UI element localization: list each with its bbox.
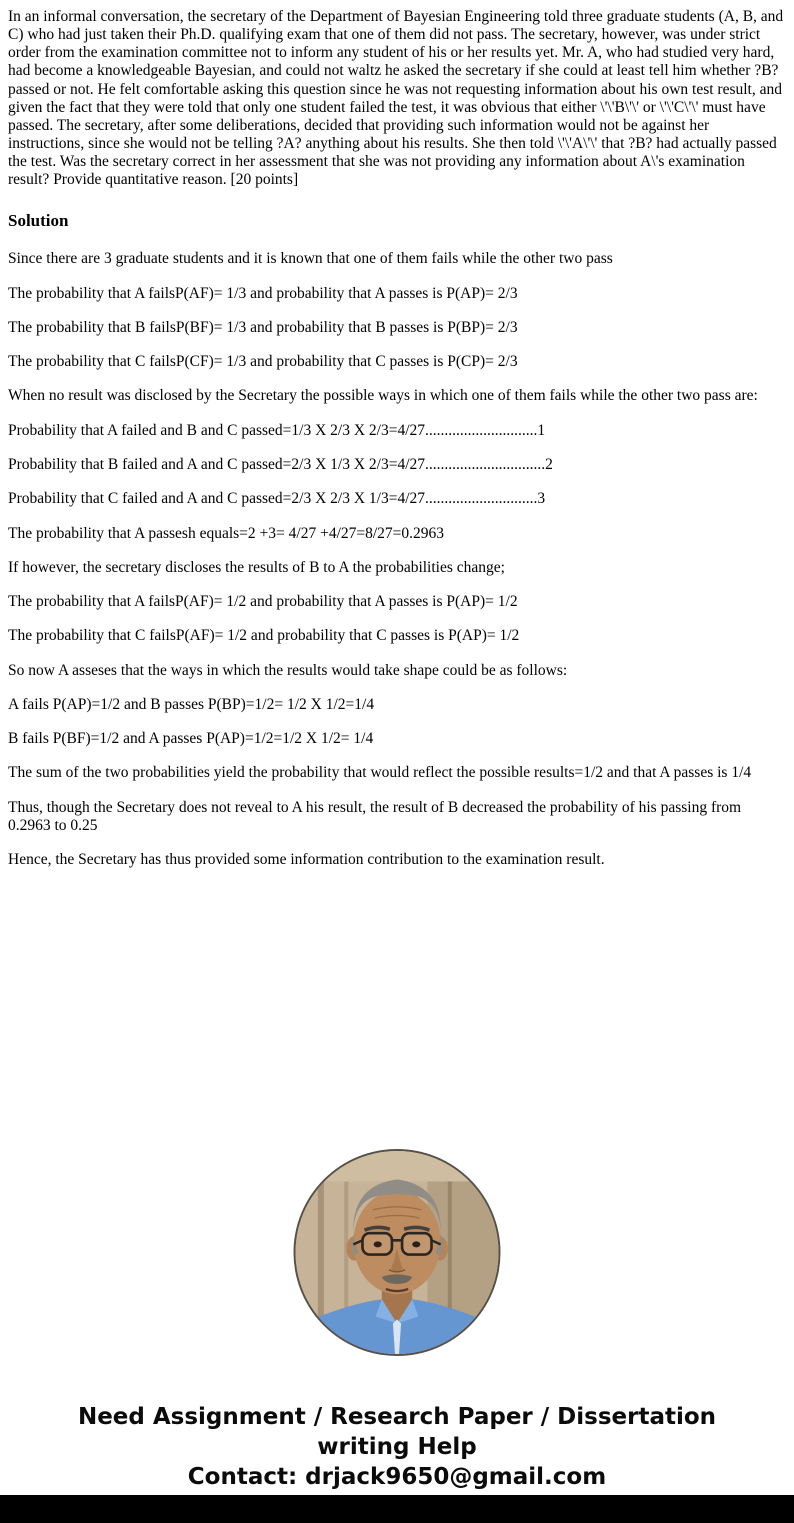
solution-paragraph: Probability that A failed and B and C passed=1/3 X 2/3 X 2/3=4/27.............................1 [8,421,546,439]
avatar-illustration [296,1151,499,1354]
solution-paragraph: Thus, though the Secretary does not reveal to A his result, the result of B decreased the probability of his passing from 0.2963 to 0.25 [8,798,742,835]
solution-paragraph: Hence, the Secretary has thus provided some information contribution to the examination result. [8,851,605,869]
solution-paragraph: Since there are 3 graduate students and it is known that one of them fails while the other two pass [8,250,613,268]
solution-paragraph: The probability that A failsP(AF)= 1/2 and probability that A passes is P(AP)= 1/2 [8,593,518,611]
solution-paragraph: Probability that C failed and A and C passed=2/3 X 2/3 X 1/3=4/27.............................3 [8,490,546,508]
solution-paragraph: B fails P(BF)=1/2 and A passes P(AP)=1/2=1/2 X 1/2= 1/4 [8,730,374,748]
solution-paragraph: A fails P(AP)=1/2 and B passes P(BP)=1/2= 1/2 X 1/2=1/4 [8,695,375,713]
contact-email-text: Contact: drjack9650@gmail.com [187,1464,607,1490]
footer-contact-block [0,1402,794,1492]
bottom-black-bar [0,1495,794,1523]
solution-paragraph: So now A asseses that the ways in which the results would take shape could be as follows: [8,661,568,679]
solution-paragraph: The probability that B failsP(BF)= 1/3 and probability that B passes is P(BP)= 2/3 [8,318,518,336]
help-text: Need Assignment / Research Paper / Dissertation writing Help [77,1404,717,1460]
solution-paragraph: The probability that A passesh equals=2 +3= 4/27 +4/27=8/27=0.2963 [8,524,445,542]
solution-paragraph: If however, the secretary discloses the results of B to A the probabilities change; [8,558,505,576]
avatar [296,1151,499,1354]
solution-paragraph: The probability that C failsP(CF)= 1/3 and probability that C passes is P(CP)= 2/3 [8,353,518,371]
solution-paragraph: The probability that A failsP(AF)= 1/3 and probability that A passes is P(AP)= 2/3 [8,284,518,302]
solution-paragraph: The probability that C failsP(AF)= 1/2 and probability that C passes is P(AP)= 1/2 [8,627,520,645]
question-paragraph: In an informal conversation, the secretary of the Department of Bayesian Engineering told three graduate students (A, B, and C) who had just taken their Ph.D. qualifying exam that one of them did not pass. The secretary, however, was under strict order from the examination committee not to inform any student of his or her results yet. Mr. A, who had studied very hard, had become a knowledgeable Bayesian, and could not waltz he asked the secretary if she could at least tell him whether ?B? passed or not. He felt comfortable asking this question since he was not requesting information about his own test result, and given the fact that they were told that only one student failed the test, it was obvious that either \'\'B\'\' or \'\'C\'\' must have passed. The secretary, after some deliberations, decided that providing such information would not be against her instructions, since she would not be telling ?A? anything about his results. She then told \'\'A\'\' that ?B? had actually passed the test. Was the secretary correct in her assessment that she was not providing any information about A\'s examination result? Provide quantitative reason. [20 points] [8,8,784,189]
solution-paragraph: Probability that B failed and A and C passed=2/3 X 1/3 X 2/3=4/27...............................2 [8,455,553,473]
solution-paragraph: The sum of the two probabilities yield the probability that would reflect the possible results=1/2 and that A passes is 1/4 [8,764,752,782]
solution-paragraph: When no result was disclosed by the Secretary the possible ways in which one of them fails while the other two pass are: [8,387,758,405]
solution-heading: Solution [8,211,69,231]
